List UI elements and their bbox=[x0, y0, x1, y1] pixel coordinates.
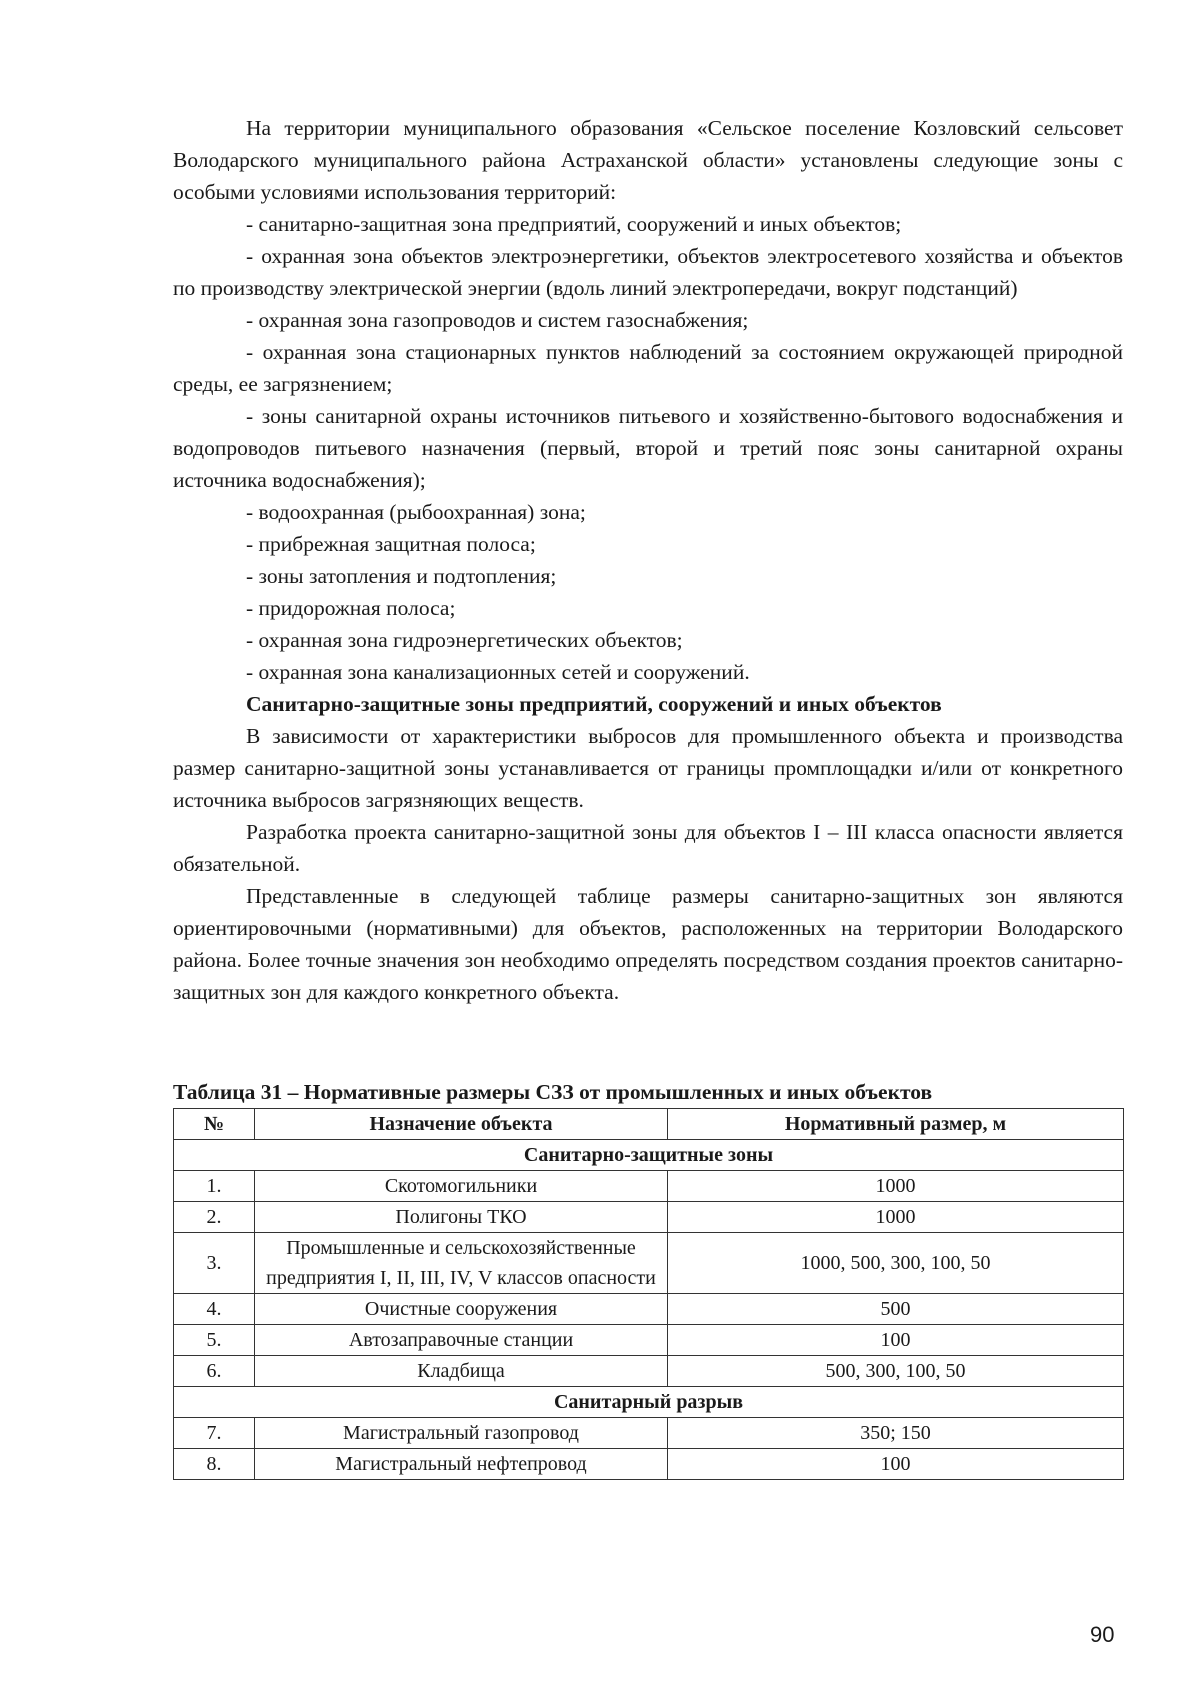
table-row bbox=[174, 1233, 1124, 1294]
cell-size: 1000 bbox=[668, 1202, 1124, 1233]
list-item: - охранная зона объектов электроэнергетики, объектов электросетевого хозяйства и объектов по производству электрической энергии (вдоль линий электропередачи, вокруг подстанций) bbox=[173, 244, 1123, 300]
table-row bbox=[174, 1202, 1124, 1233]
table-row bbox=[174, 1418, 1124, 1449]
table-row bbox=[174, 1356, 1124, 1387]
table-section-row bbox=[174, 1387, 1124, 1418]
cell-size: 350; 150 bbox=[668, 1418, 1124, 1449]
cell-object: Кладбища bbox=[255, 1356, 668, 1387]
section-title: Санитарно-защитные зоны bbox=[174, 1140, 1124, 1171]
cell-size: 100 bbox=[668, 1325, 1124, 1356]
list-item: - охранная зона стационарных пунктов наблюдений за состоянием окружающей природной среды, ее загрязнением; bbox=[173, 340, 1123, 396]
cell-size: 1000, 500, 300, 100, 50 bbox=[668, 1233, 1124, 1294]
cell-number: 6. bbox=[174, 1356, 255, 1387]
list-item: - санитарно-защитная зона предприятий, сооружений и иных объектов; bbox=[246, 212, 902, 236]
cell-number: 7. bbox=[174, 1418, 255, 1449]
list-item: - прибрежная защитная полоса; bbox=[246, 532, 536, 556]
cell-size: 500, 300, 100, 50 bbox=[668, 1356, 1124, 1387]
list-item: - придорожная полоса; bbox=[246, 596, 456, 620]
cell-object: Автозаправочные станции bbox=[255, 1325, 668, 1356]
header-object: Назначение объекта bbox=[255, 1109, 668, 1140]
list-item: - зоны затопления и подтопления; bbox=[246, 564, 557, 588]
cell-object: Магистральный газопровод bbox=[255, 1418, 668, 1449]
cell-object: Очистные сооружения bbox=[255, 1294, 668, 1325]
page-number: 90 bbox=[1090, 1622, 1115, 1647]
cell-number: 2. bbox=[174, 1202, 255, 1233]
cell-object: Магистральный нефтепровод bbox=[255, 1449, 668, 1480]
header-number: № bbox=[174, 1109, 255, 1140]
list-item: - охранная зона гидроэнергетических объектов; bbox=[246, 628, 683, 652]
intro-paragraph: На территории муниципального образования «Сельское поселение Козловский сельсовет Володарского муниципального района Астраханской области» установлены следующие зоны с особыми условиями использования территорий: bbox=[173, 116, 1123, 204]
document-body bbox=[173, 112, 1123, 1008]
body-paragraph: Разработка проекта санитарно-защитной зоны для объектов I – III класса опасности является обязательной. bbox=[173, 820, 1123, 876]
table-row bbox=[174, 1449, 1124, 1480]
cell-number: 8. bbox=[174, 1449, 255, 1480]
body-paragraph: Представленные в следующей таблице размеры санитарно-защитных зон являются ориентировочными (нормативными) для объектов, расположенных на территории Володарского района. Более точные значения зон необходимо определять посредством создания проектов санитарно-защитных зон для каждого конкретного объекта. bbox=[173, 884, 1123, 1004]
table-section-row bbox=[174, 1140, 1124, 1171]
table-header-row bbox=[174, 1109, 1124, 1140]
body-paragraph: В зависимости от характеристики выбросов для промышленного объекта и производства размер санитарно-защитной зоны устанавливается от границы промплощадки и/или от конкретного источника выбросов загрязняющих веществ. bbox=[173, 724, 1123, 812]
list-item: - водоохранная (рыбоохранная) зона; bbox=[246, 500, 586, 524]
cell-object: Полигоны ТКО bbox=[255, 1202, 668, 1233]
list-item: - охранная зона газопроводов и систем газоснабжения; bbox=[246, 308, 749, 332]
norms-table bbox=[173, 1108, 1124, 1480]
section-heading: Санитарно-защитные зоны предприятий, сооружений и иных объектов bbox=[246, 692, 942, 716]
header-size: Нормативный размер, м bbox=[668, 1109, 1124, 1140]
cell-number: 4. bbox=[174, 1294, 255, 1325]
cell-number: 1. bbox=[174, 1171, 255, 1202]
cell-object: Промышленные и сельскохозяйственные предприятия I, II, III, IV, V классов опасности bbox=[255, 1233, 668, 1294]
table-row bbox=[174, 1171, 1124, 1202]
table-row bbox=[174, 1294, 1124, 1325]
cell-number: 5. bbox=[174, 1325, 255, 1356]
list-item: - охранная зона канализационных сетей и сооружений. bbox=[246, 660, 750, 684]
table-row bbox=[174, 1325, 1124, 1356]
list-item: - зоны санитарной охраны источников питьевого и хозяйственно-бытового водоснабжения и водопроводов питьевого назначения (первый, второй и третий пояс зоны санитарной охраны источника водоснабжения); bbox=[173, 404, 1123, 492]
table-caption: Таблица 31 – Нормативные размеры СЗЗ от промышленных и иных объектов bbox=[173, 1080, 933, 1104]
cell-size: 100 bbox=[668, 1449, 1124, 1480]
cell-object: Скотомогильники bbox=[255, 1171, 668, 1202]
section-title: Санитарный разрыв bbox=[174, 1387, 1124, 1418]
cell-size: 1000 bbox=[668, 1171, 1124, 1202]
cell-number: 3. bbox=[174, 1233, 255, 1294]
cell-size: 500 bbox=[668, 1294, 1124, 1325]
